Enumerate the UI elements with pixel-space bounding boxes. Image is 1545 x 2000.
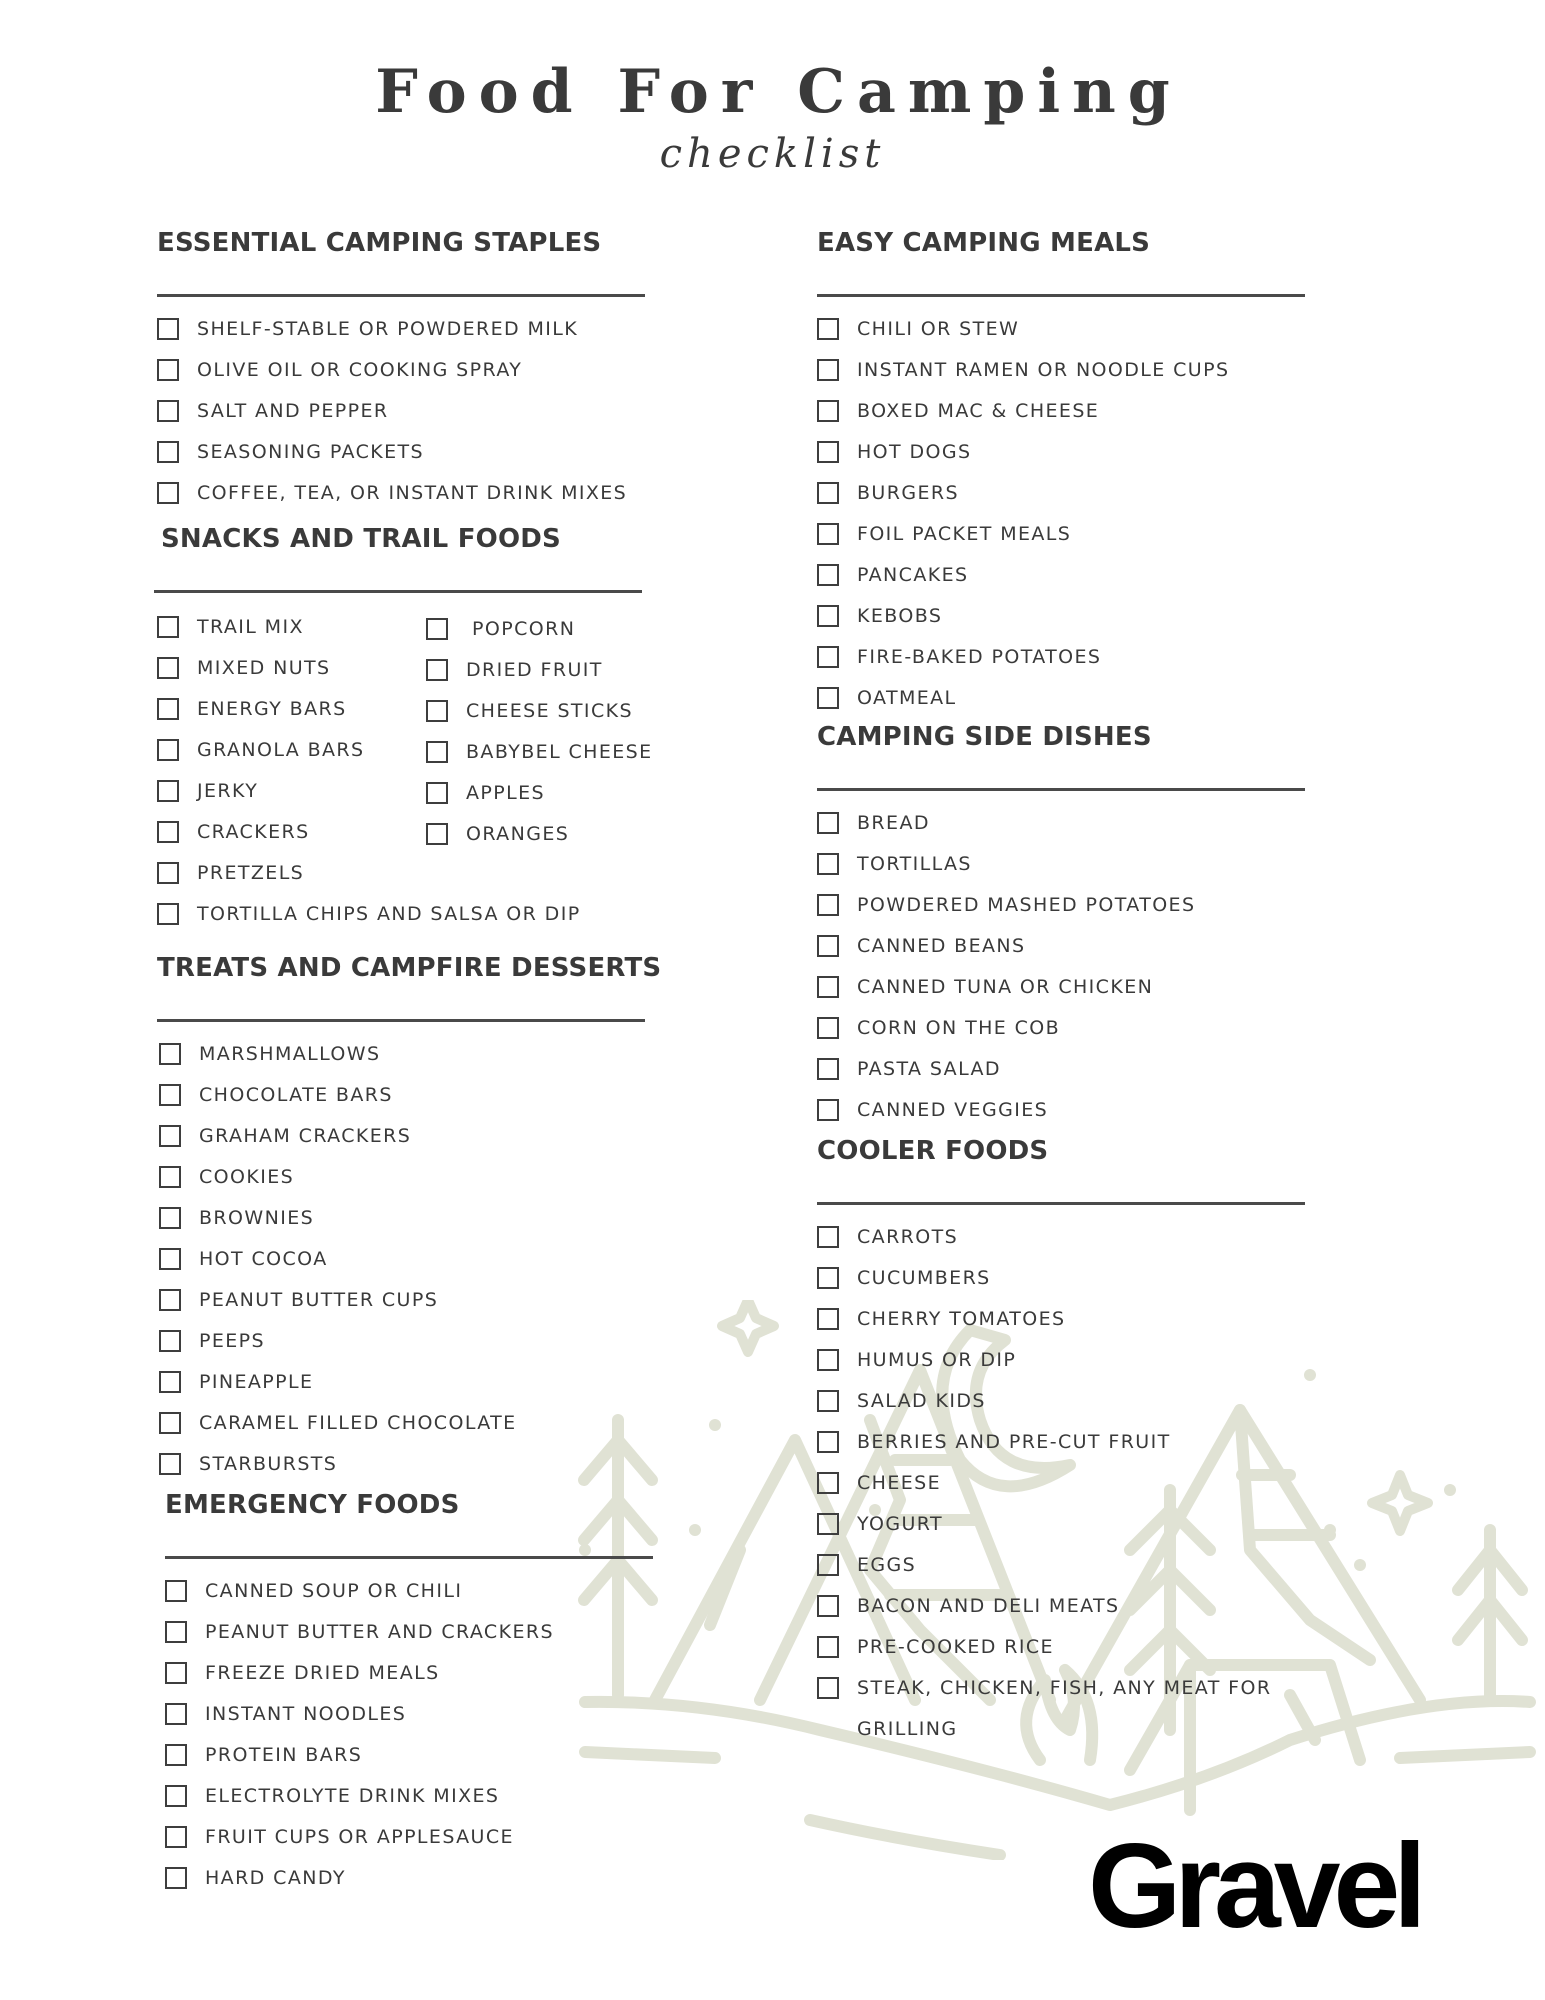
checkbox[interactable]: [817, 894, 839, 916]
section-heading: CAMPING SIDE DISHES: [817, 722, 1152, 752]
item-label: CANNED SOUP OR CHILI: [205, 1580, 463, 1602]
section-treats-desserts: [157, 951, 662, 1491]
item-label: CUCUMBERS: [857, 1267, 991, 1289]
item-label: PRE-COOKED RICE: [857, 1636, 1054, 1658]
checklist-item[interactable]: [426, 779, 653, 820]
checklist: [157, 315, 645, 520]
section-emergency-foods: [165, 1488, 653, 1905]
checklist-item[interactable]: [157, 397, 645, 438]
checkbox[interactable]: [165, 1703, 187, 1725]
checkbox[interactable]: [157, 482, 179, 504]
section-heading: TREATS AND CAMPFIRE DESSERTS: [157, 953, 662, 983]
checklist-item[interactable]: [159, 1368, 645, 1409]
checklist-item[interactable]: [817, 1096, 1305, 1137]
checklist-item[interactable]: [817, 1014, 1305, 1055]
item-label: POWDERED MASHED POTATOES: [857, 894, 1196, 916]
section-side-dishes: [817, 720, 1305, 1137]
checkbox[interactable]: [817, 1390, 839, 1412]
item-label: HARD CANDY: [205, 1867, 346, 1889]
checklist-item[interactable]: [817, 891, 1305, 932]
checklist-item[interactable]: [426, 820, 653, 861]
checkbox[interactable]: [165, 1580, 187, 1602]
section-divider: [157, 294, 645, 297]
checklist-item[interactable]: [817, 932, 1305, 973]
checkbox[interactable]: [817, 564, 839, 586]
checklist-item[interactable]: [426, 697, 653, 738]
checkbox[interactable]: [426, 741, 448, 763]
checkbox[interactable]: [159, 1248, 181, 1270]
item-label: HUMUS OR DIP: [857, 1349, 1017, 1371]
checkbox[interactable]: [817, 318, 839, 340]
item-label: BACON AND DELI MEATS: [857, 1595, 1120, 1617]
item-label: FIRE-BAKED POTATOES: [857, 646, 1102, 668]
checkbox[interactable]: [817, 1677, 839, 1699]
item-label: CHEESE STICKS: [466, 700, 633, 722]
item-label: CHEESE: [857, 1472, 942, 1494]
checkbox[interactable]: [157, 821, 179, 843]
item-label: TORTILLAS: [857, 853, 972, 875]
section-heading: EMERGENCY FOODS: [165, 1490, 460, 1520]
checklist-item[interactable]: [817, 643, 1305, 684]
page-subtitle: checklist: [659, 131, 886, 177]
checkbox[interactable]: [426, 659, 448, 681]
item-label: SALT AND PEPPER: [197, 400, 389, 422]
checklist-item[interactable]: [817, 356, 1305, 397]
item-label: HOT DOGS: [857, 441, 972, 463]
checkbox[interactable]: [817, 1267, 839, 1289]
checkbox[interactable]: [817, 1472, 839, 1494]
item-label: OATMEAL: [857, 687, 957, 709]
item-label: PEEPS: [199, 1330, 265, 1352]
checklist-item[interactable]: [159, 1286, 645, 1327]
checklist-item[interactable]: [426, 615, 653, 656]
item-label: BROWNIES: [199, 1207, 315, 1229]
checkbox[interactable]: [817, 1431, 839, 1453]
checklist-item[interactable]: [157, 479, 645, 520]
checkbox[interactable]: [817, 1017, 839, 1039]
checklist-item[interactable]: [817, 479, 1305, 520]
item-label: ENERGY BARS: [197, 698, 347, 720]
item-label: FRUIT CUPS OR APPLESAUCE: [205, 1826, 514, 1848]
item-label: CHILI OR STEW: [857, 318, 1020, 340]
item-label: FOIL PACKET MEALS: [857, 523, 1072, 545]
section-heading: SNACKS AND TRAIL FOODS: [161, 524, 561, 554]
checkbox[interactable]: [817, 523, 839, 545]
section-divider: [817, 1202, 1305, 1205]
checkbox[interactable]: [426, 782, 448, 804]
item-label: CRACKERS: [197, 821, 310, 843]
item-label: TRAIL MIX: [197, 616, 304, 638]
checklist-item[interactable]: [157, 900, 642, 941]
item-label: BURGERS: [857, 482, 959, 504]
checklist-right: [426, 615, 653, 861]
checklist: [157, 1040, 645, 1491]
item-label: BERRIES AND PRE-CUT FRUIT: [857, 1431, 1171, 1453]
section-divider: [157, 1019, 645, 1022]
checkbox[interactable]: [817, 359, 839, 381]
checkbox[interactable]: [157, 359, 179, 381]
checklist-item[interactable]: [817, 315, 1305, 356]
checklist-item[interactable]: [159, 1081, 645, 1122]
item-label: CARAMEL FILLED CHOCOLATE: [199, 1412, 517, 1434]
checkbox[interactable]: [817, 976, 839, 998]
item-label: CHERRY TOMATOES: [857, 1308, 1066, 1330]
item-label: MIXED NUTS: [197, 657, 331, 679]
item-label: JERKY: [197, 780, 259, 802]
checklist-item[interactable]: [165, 1618, 653, 1659]
checkbox[interactable]: [157, 780, 179, 802]
item-label: INSTANT NOODLES: [205, 1703, 407, 1725]
checklist-item[interactable]: [159, 1327, 645, 1368]
checkbox[interactable]: [159, 1453, 181, 1475]
item-label: GRANOLA BARS: [197, 739, 365, 761]
checkbox[interactable]: [165, 1867, 187, 1889]
checkbox[interactable]: [817, 1099, 839, 1121]
checklist-item[interactable]: [817, 438, 1305, 479]
item-label: ORANGES: [466, 823, 570, 845]
item-label: GRAHAM CRACKERS: [199, 1125, 412, 1147]
section-divider: [154, 590, 642, 593]
checkbox[interactable]: [159, 1412, 181, 1434]
checkbox[interactable]: [817, 400, 839, 422]
checkbox[interactable]: [159, 1207, 181, 1229]
checklist-item[interactable]: [817, 1469, 1305, 1510]
checklist: [165, 1577, 653, 1905]
section-divider: [817, 294, 1305, 297]
checklist-item[interactable]: [817, 1592, 1305, 1633]
checkbox[interactable]: [157, 318, 179, 340]
checkbox[interactable]: [817, 1308, 839, 1330]
item-label: CORN ON THE COB: [857, 1017, 1061, 1039]
checkbox[interactable]: [165, 1826, 187, 1848]
item-label: SALAD KIDS: [857, 1390, 986, 1412]
item-label: PROTEIN BARS: [205, 1744, 363, 1766]
checkbox[interactable]: [165, 1744, 187, 1766]
checkbox[interactable]: [426, 700, 448, 722]
checklist-item[interactable]: [157, 859, 642, 900]
item-label: PINEAPPLE: [199, 1371, 314, 1393]
checklist-item[interactable]: [165, 1659, 653, 1700]
section-easy-meals: [817, 226, 1305, 725]
item-label: PASTA SALAD: [857, 1058, 1001, 1080]
checkbox[interactable]: [817, 1226, 839, 1248]
checklist-item[interactable]: [165, 1741, 653, 1782]
checkbox[interactable]: [817, 1554, 839, 1576]
checkbox[interactable]: [165, 1785, 187, 1807]
checklist-item[interactable]: [817, 809, 1305, 850]
checklist-item[interactable]: [165, 1823, 653, 1864]
checklist-item[interactable]: [165, 1864, 653, 1905]
item-label: COFFEE, TEA, OR INSTANT DRINK MIXES: [197, 482, 628, 504]
checkbox[interactable]: [817, 1349, 839, 1371]
item-label: STARBURSTS: [199, 1453, 338, 1475]
checkbox[interactable]: [157, 903, 179, 925]
checklist-item[interactable]: [817, 1346, 1305, 1387]
checklist-item[interactable]: [165, 1577, 653, 1618]
checklist-item[interactable]: [817, 850, 1305, 891]
checkbox[interactable]: [817, 1636, 839, 1658]
item-label: SHELF-STABLE OR POWDERED MILK: [197, 318, 579, 340]
item-label: OLIVE OIL OR COOKING SPRAY: [197, 359, 523, 381]
item-label: BREAD: [857, 812, 930, 834]
checklist-item[interactable]: [817, 1674, 1305, 1758]
checkbox[interactable]: [817, 441, 839, 463]
checkbox[interactable]: [165, 1662, 187, 1684]
checklist-item[interactable]: [817, 1055, 1305, 1096]
checklist-item[interactable]: [157, 356, 645, 397]
item-label: TORTILLA CHIPS AND SALSA OR DIP: [197, 903, 581, 925]
item-label: FREEZE DRIED MEALS: [205, 1662, 440, 1684]
checklist-item[interactable]: [159, 1122, 645, 1163]
checkbox[interactable]: [817, 687, 839, 709]
item-label: BABYBEL CHEESE: [466, 741, 653, 763]
checklist-item[interactable]: [159, 1409, 645, 1450]
item-label: MARSHMALLOWS: [199, 1043, 381, 1065]
checklist-item[interactable]: [157, 438, 645, 479]
section-divider: [165, 1556, 653, 1559]
checkbox[interactable]: [165, 1621, 187, 1643]
checklist-item[interactable]: [159, 1245, 645, 1286]
checklist-item[interactable]: [159, 1204, 645, 1245]
checkbox[interactable]: [157, 698, 179, 720]
checkbox[interactable]: [157, 616, 179, 638]
section-heading: ESSENTIAL CAMPING STAPLES: [157, 228, 602, 258]
item-label: INSTANT RAMEN OR NOODLE CUPS: [857, 359, 1230, 381]
checklist: [817, 315, 1305, 725]
checkbox[interactable]: [159, 1371, 181, 1393]
section-essential-staples: [157, 226, 645, 520]
item-label: HOT COCOA: [199, 1248, 328, 1270]
item-label: STEAK, CHICKEN, FISH, ANY MEAT FOR GRILLING: [857, 1677, 1272, 1740]
section-cooler-foods: [817, 1134, 1305, 1758]
checkbox[interactable]: [817, 1513, 839, 1535]
item-label: COOKIES: [199, 1166, 295, 1188]
checklist-item[interactable]: [426, 656, 653, 697]
checklist-item[interactable]: [159, 1040, 645, 1081]
checklist-item[interactable]: [817, 1551, 1305, 1592]
item-label: POPCORN: [472, 618, 576, 640]
checkbox[interactable]: [157, 441, 179, 463]
item-label: CANNED BEANS: [857, 935, 1026, 957]
checklist-item[interactable]: [157, 315, 645, 356]
checklist-item[interactable]: [817, 1305, 1305, 1346]
item-label: PRETZELS: [197, 862, 305, 884]
checkbox[interactable]: [157, 739, 179, 761]
checkbox[interactable]: [817, 605, 839, 627]
checkbox[interactable]: [817, 935, 839, 957]
gravel-logo: Gravel: [1088, 1819, 1420, 1953]
item-label: YOGURT: [857, 1513, 943, 1535]
item-label: PANCAKES: [857, 564, 969, 586]
item-label: CARROTS: [857, 1226, 959, 1248]
checklist-item[interactable]: [159, 1450, 645, 1491]
checkbox[interactable]: [426, 823, 448, 845]
item-label: PEANUT BUTTER AND CRACKERS: [205, 1621, 554, 1643]
checklist: [817, 809, 1305, 1137]
checkbox[interactable]: [159, 1289, 181, 1311]
item-label: BOXED MAC & CHEESE: [857, 400, 1100, 422]
item-label: KEBOBS: [857, 605, 943, 627]
checkbox[interactable]: [159, 1084, 181, 1106]
item-label: SEASONING PACKETS: [197, 441, 424, 463]
checkbox[interactable]: [157, 862, 179, 884]
checkbox[interactable]: [157, 400, 179, 422]
checkbox[interactable]: [159, 1043, 181, 1065]
checklist-item[interactable]: [817, 1428, 1305, 1469]
checkbox[interactable]: [817, 1058, 839, 1080]
section-divider: [817, 788, 1305, 791]
page-title: Food For Camping: [375, 57, 1182, 127]
checkbox[interactable]: [159, 1330, 181, 1352]
item-label: CHOCOLATE BARS: [199, 1084, 393, 1106]
checklist-item[interactable]: [817, 561, 1305, 602]
checklist-item[interactable]: [817, 684, 1305, 725]
checklist-item[interactable]: [817, 397, 1305, 438]
item-label: PEANUT BUTTER CUPS: [199, 1289, 439, 1311]
item-label: EGGS: [857, 1554, 917, 1576]
checklist-item[interactable]: [817, 1387, 1305, 1428]
checkbox[interactable]: [817, 853, 839, 875]
checkbox[interactable]: [817, 1595, 839, 1617]
item-label: CANNED TUNA OR CHICKEN: [857, 976, 1154, 998]
checklist: [817, 1223, 1305, 1758]
checkbox[interactable]: [159, 1125, 181, 1147]
checklist-item[interactable]: [817, 973, 1305, 1014]
section-snacks-trail-foods: [154, 522, 653, 941]
checklist-item[interactable]: [817, 520, 1305, 561]
checklist-item[interactable]: [817, 1264, 1305, 1305]
checkbox[interactable]: [817, 812, 839, 834]
checkbox[interactable]: [157, 657, 179, 679]
checklist-item[interactable]: [159, 1163, 645, 1204]
checklist-item[interactable]: [426, 738, 653, 779]
checklist-item[interactable]: [165, 1700, 653, 1741]
checklist-item[interactable]: [817, 602, 1305, 643]
checklist-item[interactable]: [817, 1510, 1305, 1551]
checklist-item[interactable]: [817, 1223, 1305, 1264]
section-heading: COOLER FOODS: [817, 1136, 1049, 1166]
checkbox[interactable]: [426, 618, 448, 640]
section-heading: EASY CAMPING MEALS: [817, 228, 1151, 258]
item-label: ELECTROLYTE DRINK MIXES: [205, 1785, 500, 1807]
checkbox[interactable]: [817, 646, 839, 668]
item-label: CANNED VEGGIES: [857, 1099, 1049, 1121]
checkbox[interactable]: [817, 482, 839, 504]
item-label: APPLES: [466, 782, 545, 804]
checklist-item[interactable]: [165, 1782, 653, 1823]
checkbox[interactable]: [159, 1166, 181, 1188]
item-label: DRIED FRUIT: [466, 659, 603, 681]
